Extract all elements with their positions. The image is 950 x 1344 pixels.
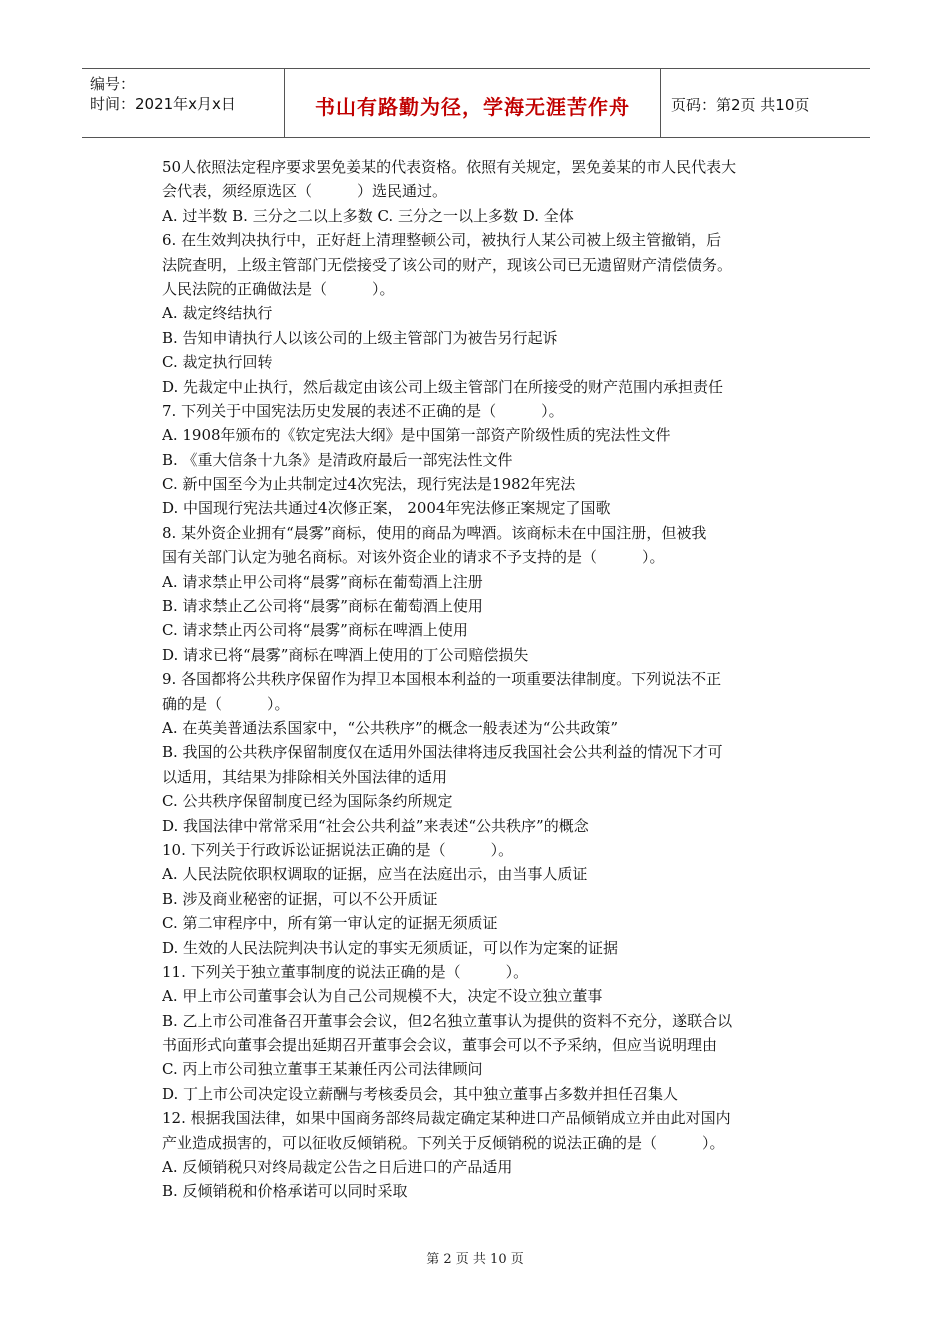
text-line: D. 我国法律中常常采用“社会公共利益”来表述“公共秩序”的概念 — [162, 816, 589, 835]
text-line: D. 先裁定中止执行，然后裁定由该公司上级主管部门在所接受的财产范围内承担责任 — [162, 377, 724, 396]
text-line: 12. 根据我国法律，如果中国商务部终局裁定确定某种进口产品倾销成立并由此对国内 — [162, 1109, 731, 1128]
text-line: C. 第二审程序中，所有第一审认定的证据无须质证 — [162, 914, 498, 933]
text-line: D. 生效的人民法院判决书认定的事实无须质证，可以作为定案的证据 — [162, 938, 619, 957]
text-line: C. 新中国至今为止共制定过4次宪法，现行宪法是1982年宪法 — [162, 475, 576, 494]
header-motto-cell — [285, 69, 661, 137]
text-line: A. 反倾销税只对终局裁定公告之日后进口的产品适用 — [162, 1158, 513, 1177]
text-line: 书面形式向董事会提出延期召开董事会会议，董事会可以不予采纳，但应当说明理由 — [162, 1036, 718, 1055]
text-line: C. 裁定执行回转 — [162, 353, 273, 372]
text-line: 以适用，其结果为排除相关外国法律的适用 — [162, 767, 448, 786]
text-line: A. 过半数 B. 三分之二以上多数 C. 三分之一以上多数 D. 全体 — [162, 206, 574, 225]
text-line: 人民法院的正确做法是（ ）。 — [162, 279, 395, 298]
text-line: 国有关部门认定为驰名商标。对该外资企业的请求不予支持的是（ ）。 — [162, 548, 665, 567]
header-info-cell — [82, 69, 285, 137]
text-line: A. 请求禁止甲公司将“晨雾”商标在葡萄酒上注册 — [162, 572, 483, 591]
page-number-label: 页码：第2页 共10页 — [671, 96, 810, 114]
text-line: D. 请求已将“晨雾”商标在啤酒上使用的丁公司赔偿损失 — [162, 645, 529, 664]
text-line: B. 反倾销税和价格承诺可以同时采取 — [162, 1182, 408, 1201]
text-line: A. 在英美普通法系国家中，“公共秩序”的概念一般表述为“公共政策” — [162, 718, 619, 737]
text-line: C. 丙上市公司独立董事王某兼任丙公司法律顾问 — [162, 1060, 483, 1079]
text-line: 法院查明，上级主管部门无偿接受了该公司的财产，现该公司已无遗留财产清偿债务。 — [162, 255, 733, 274]
text-line: 7. 下列关于中国宪法历史发展的表述不正确的是（ ）。 — [162, 401, 564, 420]
number-label: 编号： — [90, 75, 136, 93]
text-line: B. 涉及商业秘密的证据，可以不公开质证 — [162, 889, 438, 908]
motto-text: 书山有路勤为径，学海无涯苦作舟 — [315, 95, 630, 119]
text-line: 9. 各国都将公共秩序保留作为捍卫本国根本利益的一项重要法律制度。下列说法不正 — [162, 670, 722, 689]
text-line: 会代表，须经原选区（ ）选民通过。 — [162, 182, 448, 201]
text-line: D. 中国现行宪法共通过4次修正案， 2004年宪法修正案规定了国歌 — [162, 499, 611, 518]
text-line: C. 公共秩序保留制度已经为国际条约所规定 — [162, 792, 453, 811]
text-line: C. 请求禁止丙公司将“晨雾”商标在啤酒上使用 — [162, 621, 468, 640]
text-line: 11. 下列关于独立董事制度的说法正确的是（ ）。 — [162, 962, 529, 981]
text-line: B. 请求禁止乙公司将“晨雾”商标在葡萄酒上使用 — [162, 597, 483, 616]
document-body — [162, 155, 812, 1204]
text-line: A. 甲上市公司董事会认为自己公司规模不大，决定不设立独立董事 — [162, 987, 603, 1006]
text-line: A. 1908年颁布的《钦定宪法大纲》是中国第一部资产阶级性质的宪法性文件 — [162, 426, 671, 445]
date-label: 时间：2021年x月x日 — [90, 95, 236, 113]
text-line: B. 告知申请执行人以该公司的上级主管部门为被告另行起诉 — [162, 328, 558, 347]
text-line: 8. 某外资企业拥有“晨雾”商标，使用的商品为啤酒。该商标未在中国注册，但被我 — [162, 523, 707, 542]
text-line: B. 我国的公共秩序保留制度仅在适用外国法律将违反我国社会公共利益的情况下才可 — [162, 743, 723, 762]
page-header — [82, 68, 870, 138]
text-line: A. 裁定终结执行 — [162, 304, 273, 323]
text-line: B. 乙上市公司准备召开董事会会议，但2名独立董事认为提供的资料不充分，遂联合以 — [162, 1011, 733, 1030]
header-page-cell — [661, 69, 870, 137]
text-line: 6. 在生效判决执行中，正好赶上清理整顿公司，被执行人某公司被上级主管撤销，后 — [162, 231, 722, 250]
text-line: A. 人民法院依职权调取的证据，应当在法庭出示，由当事人质证 — [162, 865, 588, 884]
page-footer: 第 2 页 共 10 页 — [426, 1252, 524, 1267]
text-line: 50人依照法定程序要求罢免姜某的代表资格。依照有关规定，罢免姜某的市人民代表大 — [162, 158, 737, 176]
text-line: 10. 下列关于行政诉讼证据说法正确的是（ ）。 — [162, 840, 514, 859]
text-line: 确的是（ ）。 — [162, 694, 290, 713]
text-line: 产业造成损害的，可以征收反倾销税。下列关于反倾销税的说法正确的是（ ）。 — [162, 1133, 725, 1152]
text-line: B. 《重大信条十九条》是清政府最后一部宪法性文件 — [162, 450, 513, 469]
text-line: D. 丁上市公司决定设立薪酬与考核委员会，其中独立董事占多数并担任召集人 — [162, 1084, 679, 1103]
